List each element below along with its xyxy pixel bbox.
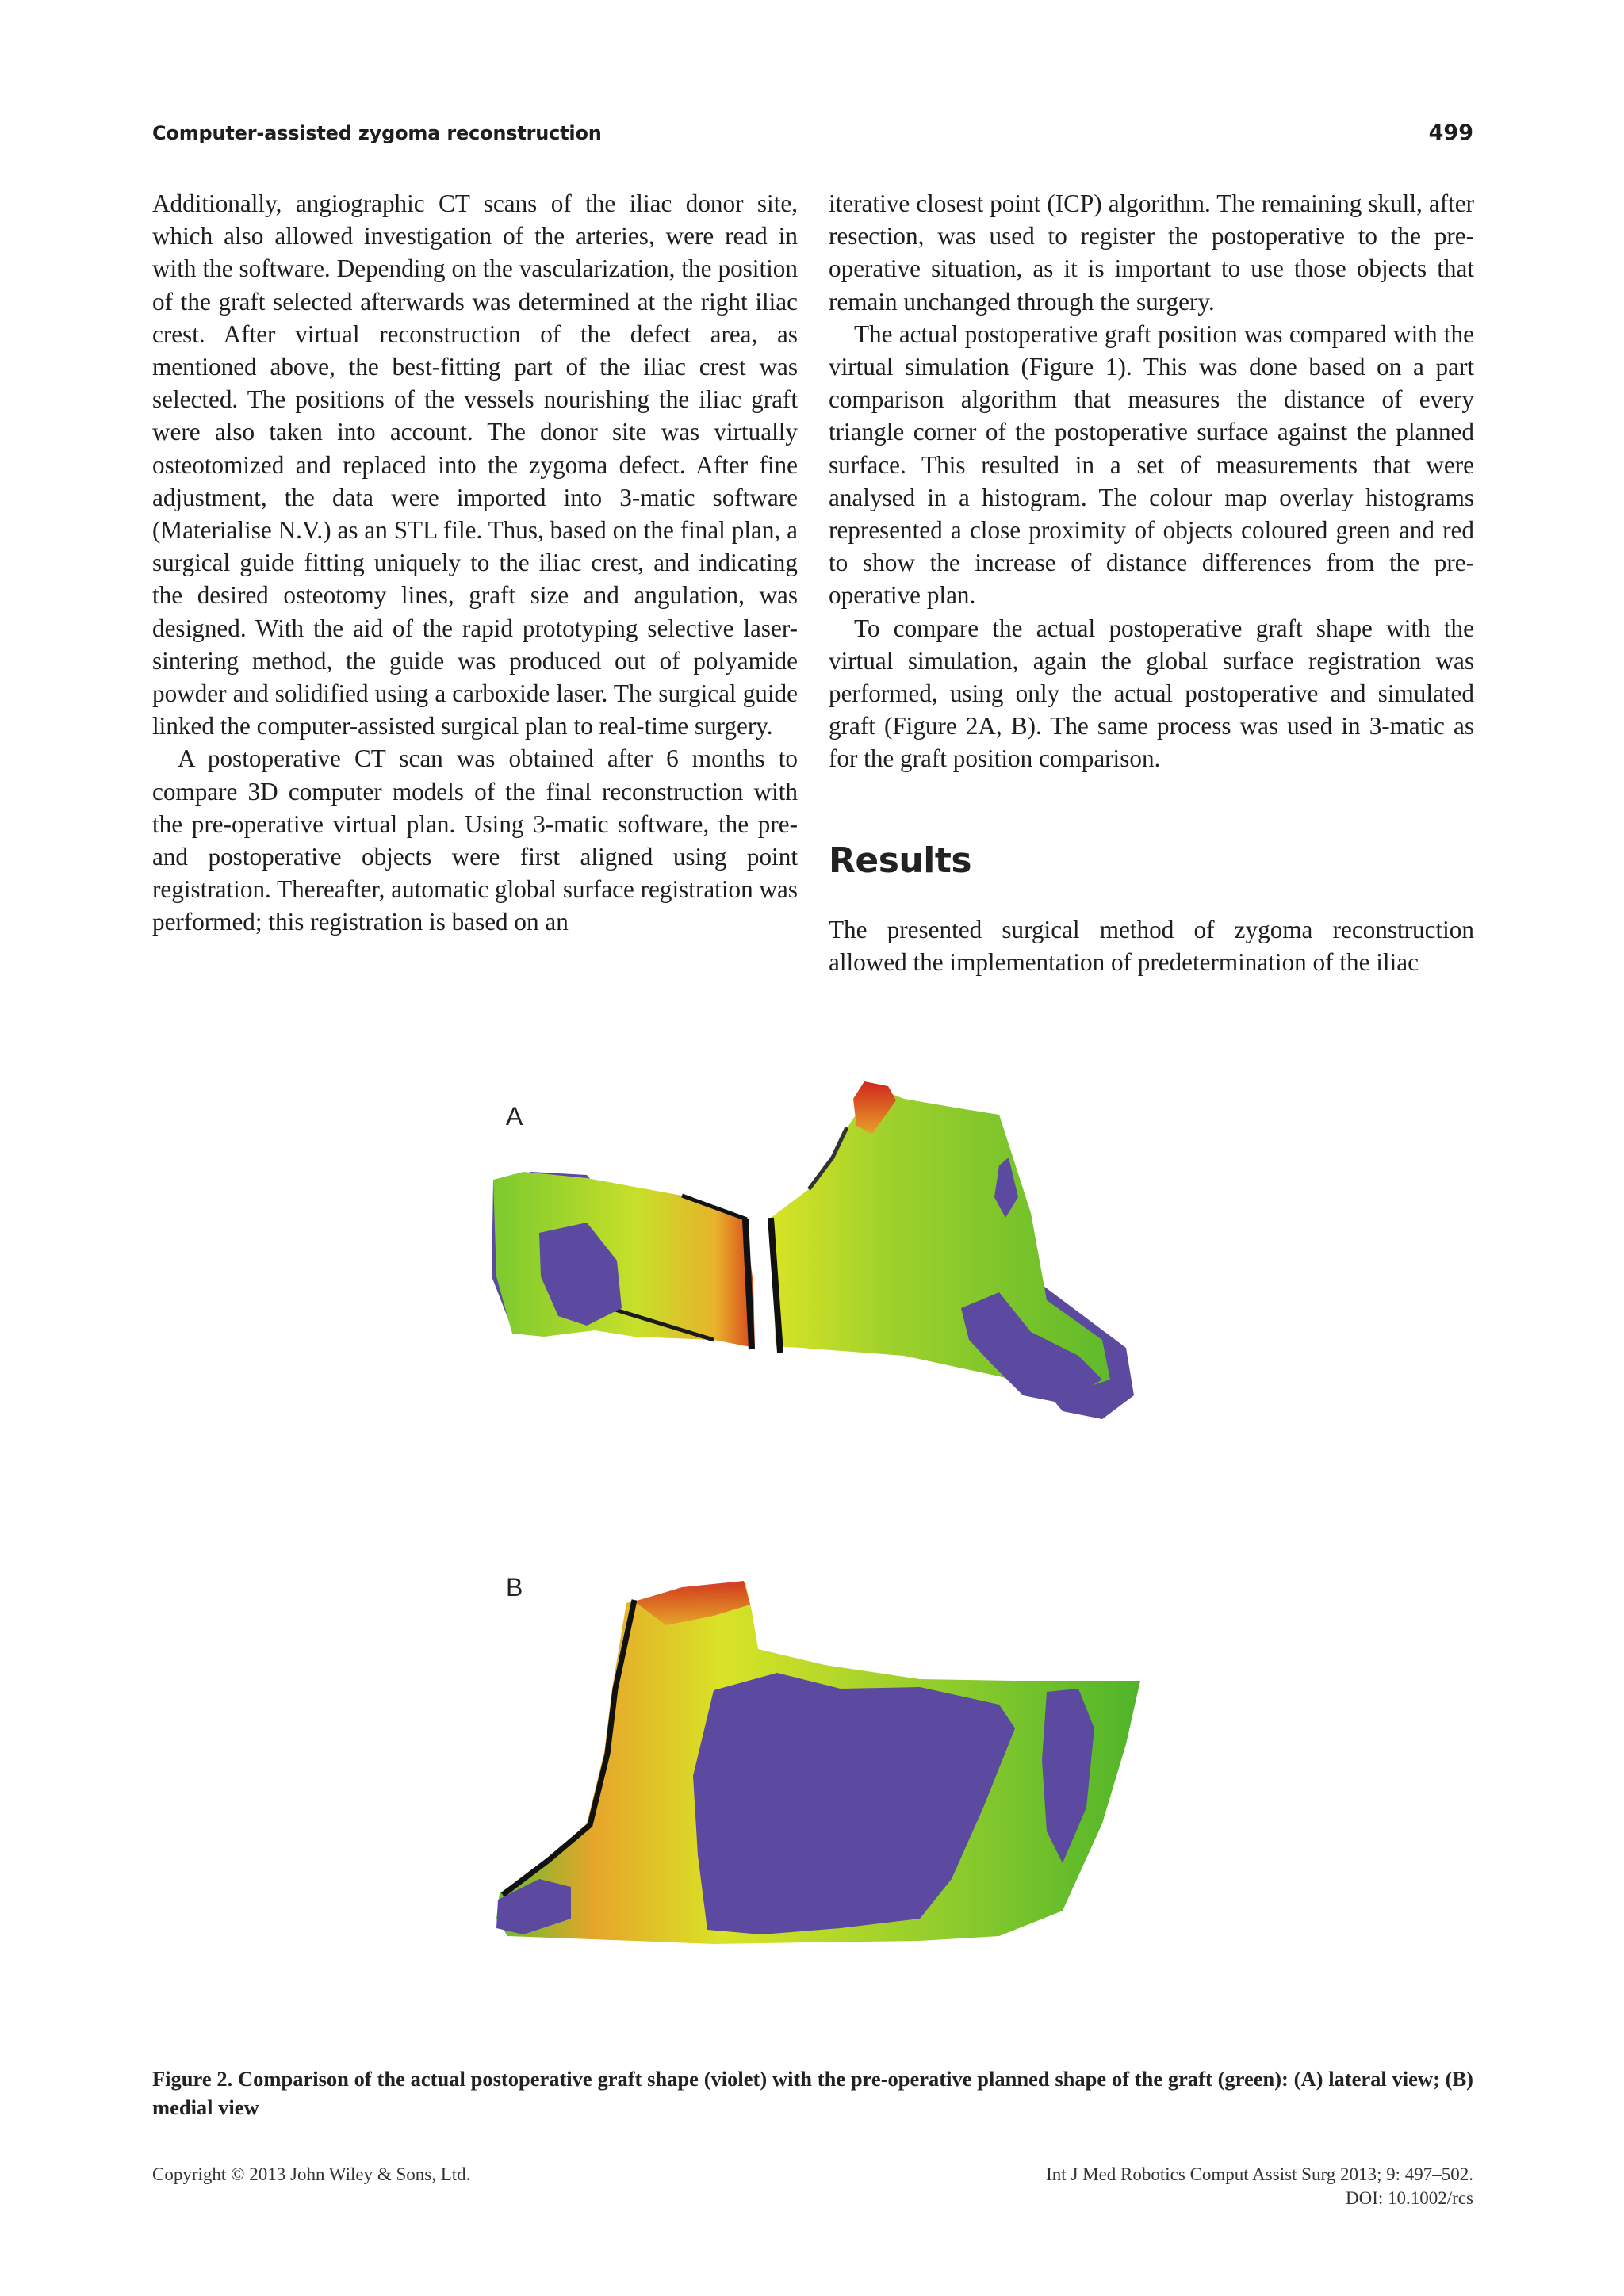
panel-a-graphic bbox=[492, 1081, 1134, 1419]
figure-graphic bbox=[476, 1078, 1174, 2030]
right-paragraph-1: iterative closest point (ICP) algorithm. The remaining skull, after resection, was used to register the postoperative to the pre-operative situation, as it is important to use those objects that remain unchanged through the surgery. bbox=[829, 189, 1474, 316]
panel-b-label: B bbox=[506, 1573, 523, 1601]
results-heading: Results bbox=[829, 840, 972, 881]
left-column bbox=[152, 187, 798, 939]
page-number: 499 bbox=[1428, 121, 1473, 145]
running-head bbox=[152, 119, 1473, 151]
copyright: Copyright © 2013 John Wiley & Sons, Ltd. bbox=[152, 2164, 471, 2184]
doi: DOI: 10.1002/rcs bbox=[1346, 2188, 1473, 2208]
left-paragraph-2: A postoperative CT scan was obtained after 6 months to compare 3D computer models of the final reconstruction with the pre-operative virtual plan. Using 3-matic software, the pre- and postoperative objects were first aligned using point registration. Thereafter, automatic global surface registration was performed; this registration is based on an bbox=[152, 744, 798, 936]
panel-b-graphic bbox=[496, 1581, 1140, 1944]
left-paragraph-1: Additionally, angiographic CT scans of the iliac donor site, which also allowed investigation of the arteries, were read in with the software. Depending on the vascularization, the position of the graft selected afterwards was determined at the right iliac crest. After virtual reconstruction of the defect area, as mentioned above, the best-fitting part of the iliac crest was selected. The positions of the vessels nourishing the iliac graft were also taken into account. The donor site was virtually osteotomized and replaced into the zygoma defect. After fine adjustment, the data were imported into 3-matic software (Materialise N.V.) as an STL file. Thus, based on the final plan, a surgical guide fitting uniquely to the iliac crest, and indicating the desired osteotomy lines, graft size and angulation, was designed. With the aid of the rapid prototyping selective laser-sintering method, the guide was produced out of polyamide powder and solidified using a carboxide laser. The surgical guide linked the computer-assisted surgical plan to real-time surgery. bbox=[152, 189, 798, 740]
right-paragraph-3: To compare the actual postoperative graft shape with the virtual simulation, again the global surface registration was performed, using only the actual postoperative and simulated graft (Figure 2A, B). The same process was used in 3-matic as for the graft position comparison. bbox=[829, 614, 1474, 773]
journal-citation: Int J Med Robotics Comput Assist Surg 2013; 9: 497–502. bbox=[1046, 2164, 1473, 2184]
right-column bbox=[829, 187, 1474, 978]
right-paragraph-2: The actual postoperative graft position was compared with the virtual simulation (Figure 1). This was done based on a part comparison algorithm that measures the distance of every triangle corner of the postoperative surface against the planned surface. This resulted in a set of measurements that were analysed in a histogram. The colour map overlay histograms represented a close proximity of objects coloured green and red to show the increase of distance differences from the pre-operative plan. bbox=[829, 320, 1474, 610]
right-paragraph-4: The presented surgical method of zygoma reconstruction allowed the implementation of predetermination of the iliac bbox=[829, 915, 1474, 976]
figure-caption: Figure 2. Comparison of the actual postoperative graft shape (violet) with the pre-operative planned shape of the graft (green): (A) lateral view; (B) medial view bbox=[152, 2067, 1473, 2119]
footer-citation-block bbox=[1046, 2163, 1473, 2210]
panel-a-label: A bbox=[506, 1102, 523, 1131]
running-title: Computer-assisted zygoma reconstruction bbox=[152, 122, 602, 144]
figure-2 bbox=[476, 1078, 1174, 2030]
